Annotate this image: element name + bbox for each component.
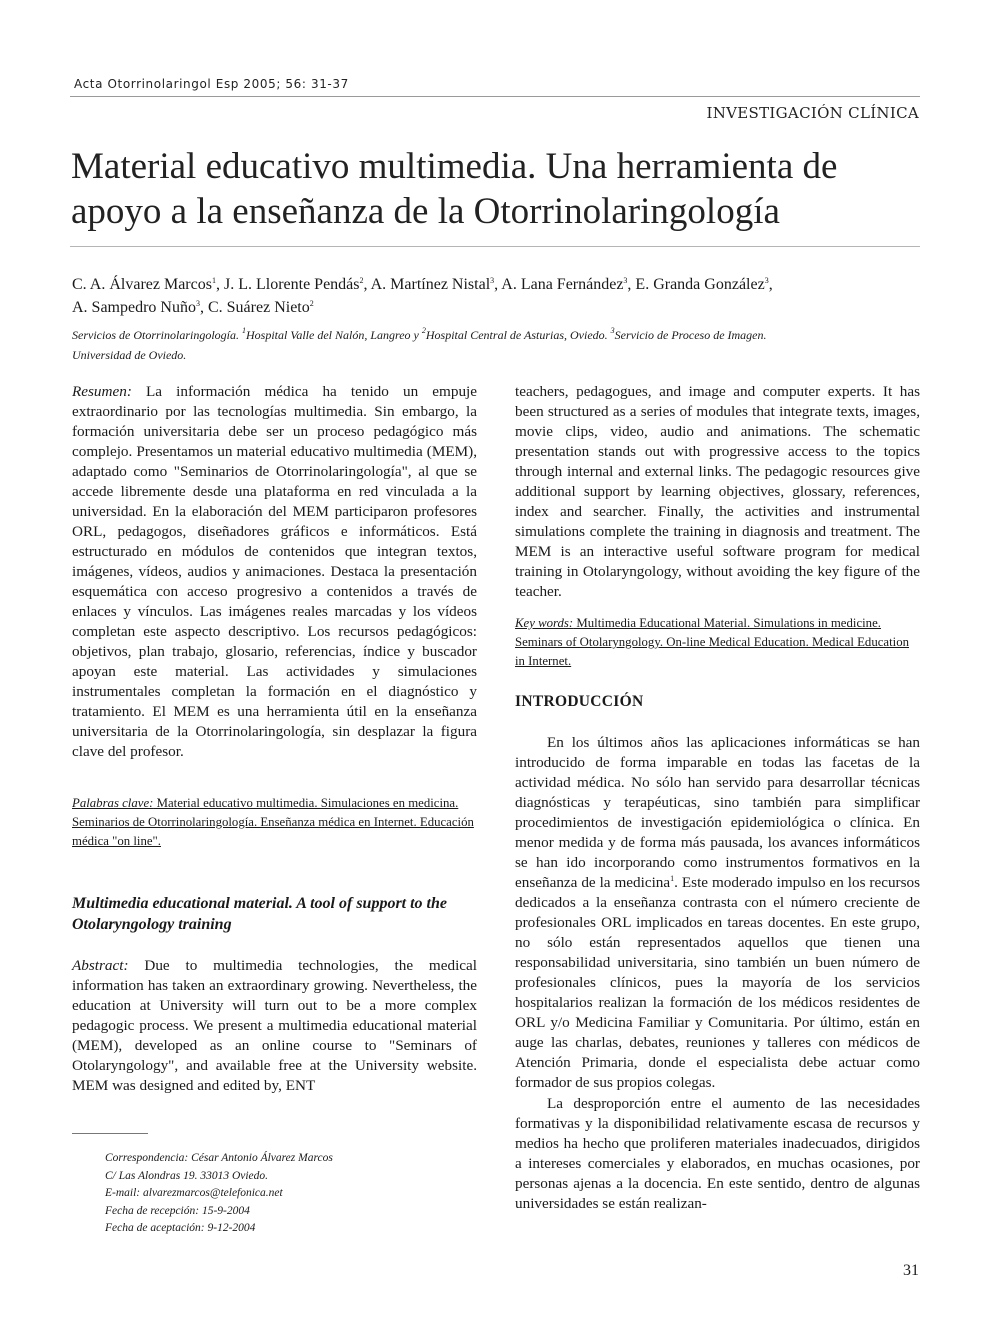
affil-mark: 3 (195, 299, 200, 308)
abstract-text-left: Due to multimedia technologies, the medical information has taken an extraordinary growing. Nevertheless, the education at University will turn out to be a more complex pedagogic process. We present a multimedia educational material (MEM), developed as an online course to "Seminars of Otolaryngology", and available free at the University website. MEM was designed and edited by, ENT (72, 957, 477, 1094)
key-words-label: Key words: (515, 616, 574, 630)
abstract-label: Abstract: (72, 957, 129, 974)
affil-mark: 3 (623, 276, 628, 285)
author-line-1 (72, 273, 922, 296)
affil-mark: 1 (242, 326, 246, 335)
title-line-2: apoyo a la enseñanza de la Otorrinolaringología (71, 191, 780, 232)
affiliations (72, 325, 922, 365)
introduccion-heading: INTRODUCCIÓN (515, 693, 644, 710)
resumen-label: Resumen: (72, 383, 132, 400)
palabras-clave-text: Material educativo multimedia. Simulaciones en medicina. Seminarios de Otorrinolaringología. Enseñanza médica en Internet. Educación médica "on line". (72, 796, 474, 848)
affil-mark: 1 (211, 276, 216, 285)
abstract-paragraph-right: teachers, pedagogues, and image and computer experts. It has been structured as a series of modules that integrate texts, images, movie clips, video, audio and animations. The schematic presentation stands out with progressive access to the topics through internal and external links. The pedagogic resources give additional support by learning objectives, glossary, references, index and searcher. Finally, the activities and instrumental simulations complete the training in diagnosis and treatment. The MEM is an interactive useful software program for medical training in Otolaryngology, without avoiding the key figure of the teacher. (515, 383, 920, 600)
palabras-clave-label: Palabras clave: (72, 796, 154, 810)
correspondence-address: C/ Las Alondras 19. 33013 Oviedo. (105, 1169, 269, 1182)
received-date: Fecha de recepción: 15-9-2004 (105, 1204, 250, 1217)
abstract-block (72, 956, 477, 1096)
english-title: Multimedia educational material. A tool of support to the Otolaryngology training (72, 895, 447, 933)
key-words-block (515, 614, 920, 671)
author: , J. L. Llorente Pendás (215, 276, 360, 293)
author-list (72, 273, 922, 319)
paragraph-text: . Este moderado impulso en los recursos dedicados a la enseñanza contrasta con el número creciente de profesionales ORL implicados en tareas docentes. En este grupo, no sólo están representados aquellos que tienen una responsabilidad universitaria, sino también un buen número de profesionales clínicos, pues la mayoría de los servicios hospitalarios realizan la formación de los médicos residentes de ORL y/o Medicina Familiar y Comunitaria. Por último, están en auge las charlas, debates, reuniones y talleres con médicos de Atención Primaria, donde el especialista debe actuar como formador de sus propios colegas. (515, 874, 921, 1091)
correspondence (105, 1150, 333, 1238)
abstract-paragraph-left (72, 956, 477, 1096)
article-title (71, 144, 931, 234)
introduccion-paragraph-1 (515, 733, 920, 1093)
page-number: 31 (903, 1262, 919, 1279)
reference-mark: 1 (670, 874, 675, 883)
accepted-date: Fecha de aceptación: 9-12-2004 (105, 1222, 256, 1235)
affil-mark: 3 (610, 326, 615, 335)
title-rule (70, 246, 920, 247)
abstract-continued (515, 382, 920, 602)
affiliation-line-1 (72, 325, 922, 345)
title-line-1: Material educativo multimedia. Una herramienta de (71, 146, 838, 187)
affiliation-text: Servicios de Otorrinolaringología. (72, 328, 242, 342)
header-rule (70, 96, 920, 97)
author: , E. Granda González (627, 276, 765, 293)
correspondence-name: Correspondencia: César Antonio Álvarez Marcos (105, 1152, 333, 1164)
key-words-text: Multimedia Educational Material. Simulations in medicine. Seminars of Otolaryngology. On-line Medical Education. Medical Education in Internet. (515, 616, 909, 668)
author: , A. Martínez Nistal (363, 276, 491, 293)
affil-mark: 3 (764, 276, 769, 285)
resumen-text: La información médica ha tenido un empuje extraordinario por las tecnologías multimedia. Sin embargo, la formación universitaria debe ser un proceso pedagógico más complejo. Presentamos un material educativo multimedia (MEM), adaptado como "Seminarios de Otorrinolaringología", al que se accede libremente desde una plataforma en red vinculada a la universidad. En la elaboración del MEM participaron profesores ORL, pedagogos, diseñadores gráficos e informáticos. Está estructurado en módulos de contenidos que integran textos, imágenes, vídeos, audios y animaciones. Destaca la presentación esquemática con acceso progresivo a contenidos a través de enlaces y vínculos. Las imágenes reales marcadas y los vídeos completan este aspecto descriptivo. Los recursos pedagógicos: objetivos, plan trabajo, glosario, referencias, índice y buscador apoyan este material. Las actividades y simulaciones instrumentales completan la formación en el diagnóstico y tratamiento. El MEM es una herramienta útil en la enseñanza universitaria de la Otorrinolaringología, sin desplazar la figura clave del profesor. (72, 383, 477, 760)
introduccion-body (515, 733, 920, 1214)
paragraph-text: En los últimos años las aplicaciones informáticas se han introducido de forma imparable en todas las facetas de la actividad médica. No sólo han servido para desarrollar técnicas diagnósticas y terapéuticas, sino también para simplificar procedimientos de investigación epidemiológica o clínica. En menor medida y de forma más pausada, los avances informáticos se han ido incorporando como instrumentos formativos en la enseñanza de la medicina (515, 734, 920, 891)
affiliation-text: Hospital Valle del Nalón, Langreo y (246, 328, 422, 342)
affil-mark: 2 (309, 299, 314, 308)
section-label: INVESTIGACIÓN CLÍNICA (706, 104, 919, 122)
correspondence-email: E-mail: alvarezmarcos@telefonica.net (105, 1187, 283, 1200)
affil-mark: 2 (421, 326, 426, 335)
introduccion-paragraph-2: La desproporción entre el aumento de las necesidades formativas y la disponibilidad relativamente escasa de recursos y medios ha hecho que proliferen materiales inadecuados, dirigidos a intereses comerciales y elaborados, en muchas ocasiones, por personas ajenas a la docencia. En este sentido, dentro de algunas universidades se están realizan- (515, 1095, 920, 1212)
affiliation-text: Servicio de Proceso de Imagen. (614, 328, 767, 342)
affiliation-line-2: Universidad de Oviedo. (72, 348, 187, 362)
palabras-clave-block (72, 794, 477, 851)
journal-citation: Acta Otorrinolaringol Esp 2005; 56: 31-37 (74, 77, 349, 91)
author-line-2 (72, 296, 922, 319)
author: , A. Lana Fernández (494, 276, 624, 293)
author: C. A. Álvarez Marcos (72, 276, 212, 293)
affiliation-text: Hospital Central de Asturias, Oviedo. (425, 328, 611, 342)
resumen-paragraph (72, 382, 477, 762)
author: A. Sampedro Nuño (72, 299, 196, 316)
author-separator: , (768, 276, 773, 293)
footnote-rule (72, 1133, 148, 1134)
resumen-block (72, 382, 477, 762)
affil-mark: 3 (490, 276, 495, 285)
author: , C. Suárez Nieto (199, 299, 310, 316)
affil-mark: 2 (359, 276, 364, 285)
